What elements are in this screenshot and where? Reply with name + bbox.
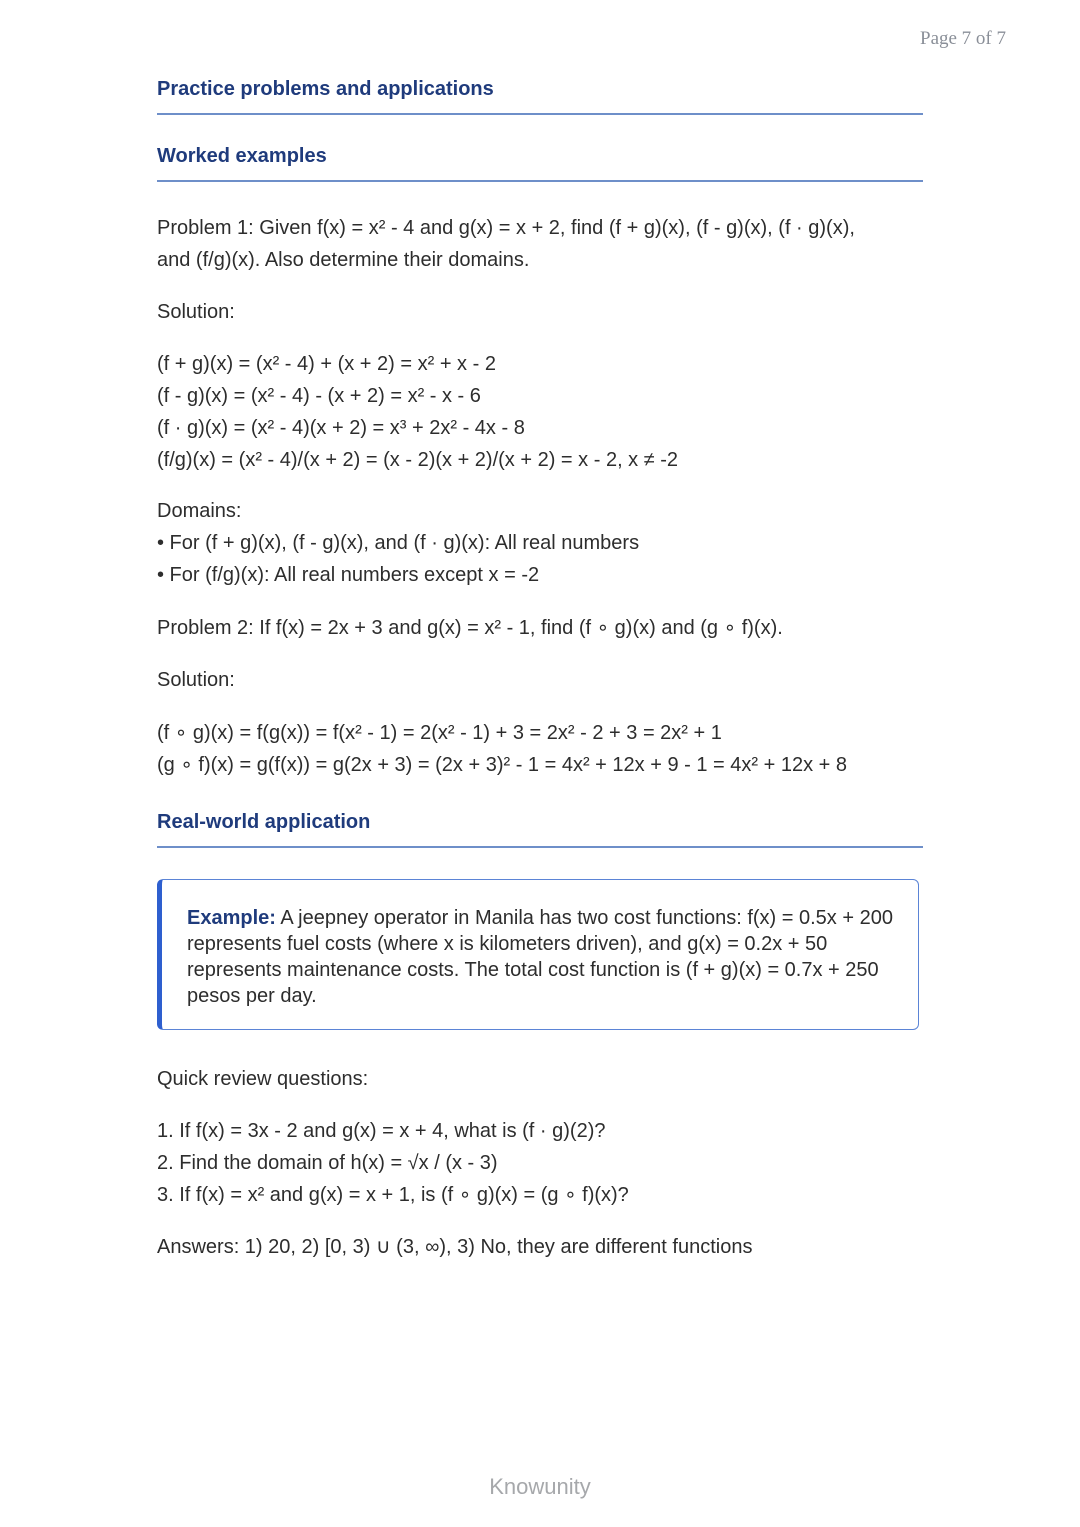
review-answers: Answers: 1) 20, 2) [0, 3) ∪ (3, ∞), 3) No, they are different functions xyxy=(157,1236,753,1258)
problem-2-solution-steps xyxy=(157,717,923,781)
page-number: Page 7 of 7 xyxy=(920,28,1007,49)
example-label: Example: xyxy=(187,907,276,929)
problem-1-line-1: Problem 1: Given f(x) = x² - 4 and g(x) = x + 2, find (f + g)(x), (f - g)(x), (f · g)(x), xyxy=(157,217,855,239)
problem-2-solution-label: Solution: xyxy=(157,669,235,691)
footer-brand: Knowunity xyxy=(489,1474,591,1499)
section-heading-practice: Practice problems and applications xyxy=(157,78,923,115)
review-questions xyxy=(157,1115,923,1211)
solution-step: (f - g)(x) = (x² - 4) - (x + 2) = x² - x - 6 xyxy=(157,385,481,407)
section-heading-real-world: Real-world application xyxy=(157,811,923,848)
solution-step: (f · g)(x) = (x² - 4)(x + 2) = x³ + 2x² - 4x - 8 xyxy=(157,417,525,439)
problem-1-line-2: and (f/g)(x). Also determine their domains. xyxy=(157,249,530,271)
solution-step: (f ∘ g)(x) = f(g(x)) = f(x² - 1) = 2(x² - 1) + 3 = 2x² - 2 + 3 = 2x² + 1 xyxy=(157,722,722,744)
problem-1-statement xyxy=(157,212,923,276)
solution-step: (f/g)(x) = (x² - 4)/(x + 2) = (x - 2)(x + 2)/(x + 2) = x - 2, x ≠ -2 xyxy=(157,449,679,471)
review-question: 3. If f(x) = x² and g(x) = x + 1, is (f ∘ g)(x) = (g ∘ f)(x)? xyxy=(157,1184,629,1206)
review-question: 1. If f(x) = 3x - 2 and g(x) = x + 4, what is (f · g)(2)? xyxy=(157,1120,606,1142)
example-body: A jeepney operator in Manila has two cost functions: f(x) = 0.5x + 200 represents fuel costs (where x is kilometers driven), and g(x) = 0.2x + 50 represents maintenance costs. The total cost function is (f + g)(x) = 0.7x + 250 pesos per day. xyxy=(187,907,893,1007)
problem-1-solution-label: Solution: xyxy=(157,301,235,323)
example-callout-text xyxy=(187,905,897,1009)
solution-step: (f + g)(x) = (x² - 4) + (x + 2) = x² + x - 2 xyxy=(157,353,496,375)
domain-bullet: • For (f/g)(x): All real numbers except x = -2 xyxy=(157,564,540,586)
section-heading-worked-examples: Worked examples xyxy=(157,145,923,182)
problem-1-solution-steps xyxy=(157,348,923,476)
review-question: 2. Find the domain of h(x) = √x / (x - 3) xyxy=(157,1152,498,1174)
example-callout xyxy=(157,879,919,1030)
problem-2-statement: Problem 2: If f(x) = 2x + 3 and g(x) = x² - 1, find (f ∘ g)(x) and (g ∘ f)(x). xyxy=(157,617,783,639)
solution-step: (g ∘ f)(x) = g(f(x)) = g(2x + 3) = (2x + 3)² - 1 = 4x² + 12x + 9 - 1 = 4x² + 12x + 8 xyxy=(157,754,848,776)
review-label: Quick review questions: xyxy=(157,1068,369,1090)
domains-label: Domains: xyxy=(157,500,242,522)
domains-block xyxy=(157,495,923,591)
domain-bullet: • For (f + g)(x), (f - g)(x), and (f · g)(x): All real numbers xyxy=(157,532,640,554)
